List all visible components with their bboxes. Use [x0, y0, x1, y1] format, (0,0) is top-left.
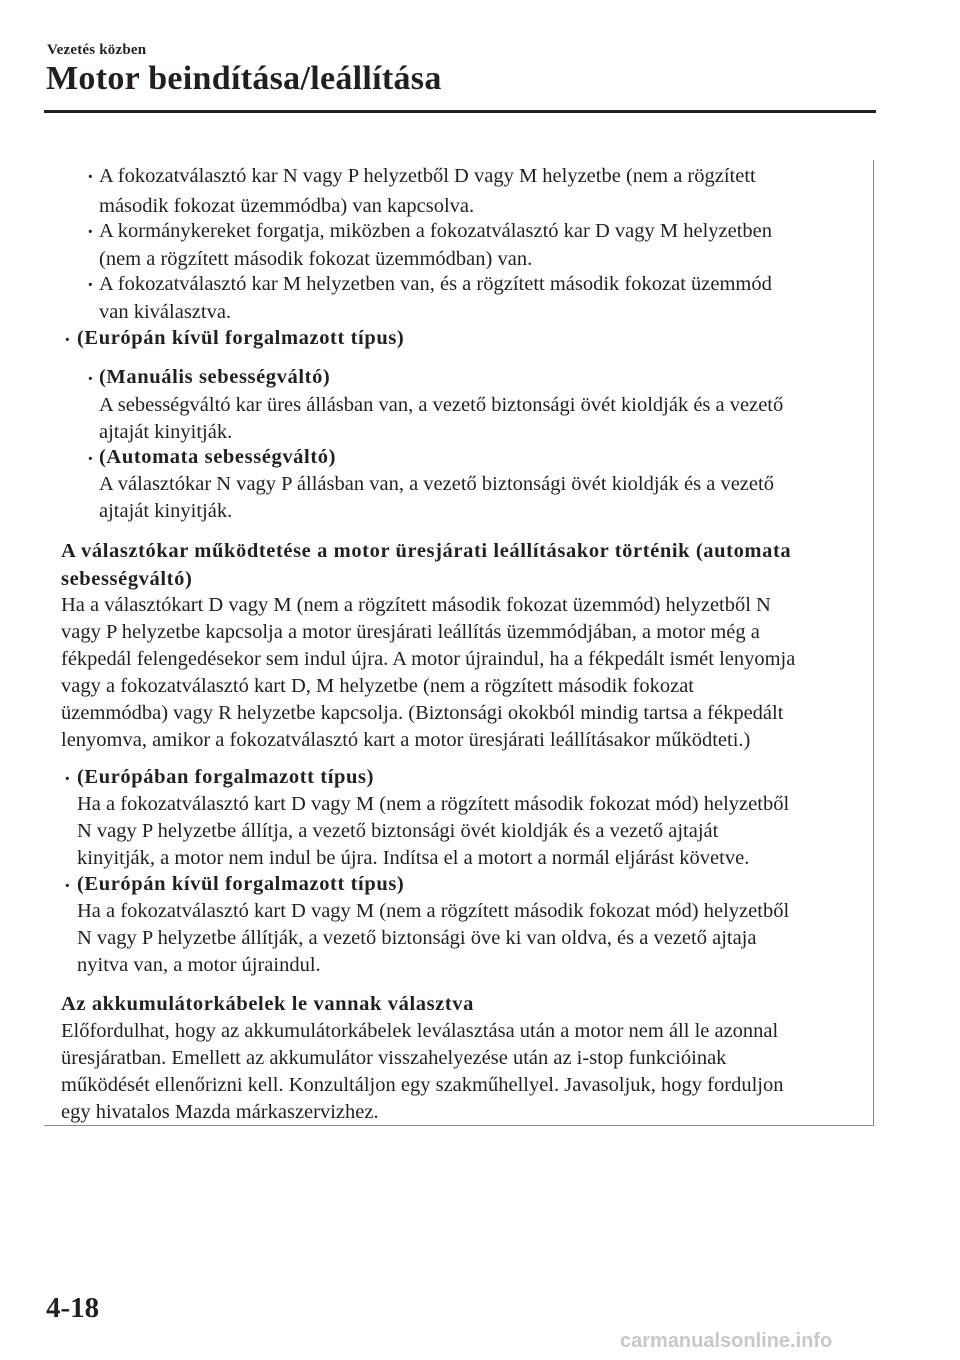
europe-text: Ha a fokozatválasztó kart D vagy M (nem a rögzített második fokozat mód) helyzetből	[77, 793, 790, 815]
bullet-dot: ·	[64, 875, 71, 897]
battery-text: egy hivatalos Mazda márkaszervizhez.	[61, 1101, 379, 1123]
europe-text: kinyitják, a motor nem indul be újra. Indítsa el a motort a normál eljárást követve.	[77, 847, 750, 869]
bullet-text: (nem a rögzített második fokozat üzemmódban) van.	[99, 248, 533, 270]
battery-text: Előfordulhat, hogy az akkumulátorkábelek leválasztása után a motor nem áll le azonnal	[61, 1020, 779, 1042]
page-number: 4-18	[46, 1292, 100, 1324]
non-europe-heading: (Európán kívül forgalmazott típus)	[77, 327, 405, 349]
bullet-text: A fokozatválasztó kar M helyzetben van, és a rögzített második fokozat üzemmód	[99, 273, 772, 295]
auto-text: ajtaját kinyitják.	[99, 500, 233, 522]
section2-text: fékpedál felengedésekor sem indul újra. A motor újraindul, ha a fékpedált ismét lenyomja	[61, 648, 796, 670]
section2-text: Ha a választókart D vagy M (nem a rögzített második fokozat üzemmód) helyzetből N	[61, 594, 771, 616]
bullet-dot: ·	[87, 166, 94, 188]
battery-text: üresjáratban. Emellett az akkumulátor visszahelyezése után az i-stop funkcióinak	[61, 1047, 727, 1069]
section-label: Vezetés közben	[47, 42, 147, 58]
manual-text: ajtaját kinyitják.	[99, 421, 233, 443]
europe-text: N vagy P helyzetbe állítja, a vezető biztonsági övét kioldják és a vezető ajtaját	[77, 820, 719, 842]
section2-text: üzemmódba) vagy R helyzetbe kapcsolja. (Biztonsági okokból mindig tartsa a fékpedált	[61, 702, 784, 724]
section2-text: vagy a fokozatválasztó kart D, M helyzetbe (nem a rögzített második fokozat	[61, 675, 694, 697]
section2-text: lenyomva, amikor a fokozatválasztó kart a motor üresjárati leállításakor működteti.)	[61, 729, 751, 751]
section2-heading: A választókar működtetése a motor üresjárati leállításakor történik (automata	[61, 540, 792, 562]
europe-heading: (Európában forgalmazott típus)	[77, 766, 375, 788]
bullet-text: A kormánykereket forgatja, miközben a fokozatválasztó kar D vagy M helyzetben	[99, 220, 773, 242]
bullet-dot: ·	[87, 221, 94, 243]
non-europe-text: Ha a fokozatválasztó kart D vagy M (nem a rögzített második fokozat mód) helyzetből	[77, 900, 790, 922]
non-europe-heading-2: (Európán kívül forgalmazott típus)	[77, 873, 405, 895]
auto-text: A választókar N vagy P állásban van, a vezető biztonsági övét kioldják és a vezető	[99, 473, 774, 495]
non-europe-text: N vagy P helyzetbe állítják, a vezető biztonsági öve ki van oldva, és a vezető ajtaja	[77, 927, 757, 949]
manual-text: A sebességváltó kar üres állásban van, a vezető biztonsági övét kioldják és a vezető	[99, 394, 784, 416]
section2-text: vagy P helyzetbe kapcsolja a motor üresjárati leállítás üzemmódjában, a motor még a	[61, 621, 760, 643]
bullet-dot: ·	[87, 274, 94, 296]
watermark: carmanualsonline.info	[620, 1330, 833, 1352]
bullet-dot: ·	[64, 329, 71, 351]
auto-heading: (Automata sebességváltó)	[99, 446, 337, 468]
manual-heading: (Manuális sebességváltó)	[99, 366, 331, 388]
section2-heading: sebességváltó)	[61, 568, 193, 590]
title-rule	[44, 110, 876, 113]
bullet-dot: ·	[87, 368, 94, 390]
bullet-dot: ·	[87, 448, 94, 470]
bullet-text: második fokozat üzemmódba) van kapcsolva.	[99, 195, 475, 217]
bullet-text: A fokozatválasztó kar N vagy P helyzetből D vagy M helyzetbe (nem a rögzített	[99, 165, 756, 187]
battery-text: működését ellenőrizni kell. Konzultáljon egy szakműhellyel. Javasoljuk, hogy forduljon	[61, 1074, 784, 1096]
page-title: Motor beindítása/leállítása	[46, 60, 442, 97]
non-europe-text: nyitva van, a motor újraindul.	[77, 954, 321, 976]
battery-heading: Az akkumulátorkábelek le vannak választva	[61, 993, 474, 1015]
bullet-text: van kiválasztva.	[99, 301, 232, 323]
bullet-dot: ·	[64, 768, 71, 790]
